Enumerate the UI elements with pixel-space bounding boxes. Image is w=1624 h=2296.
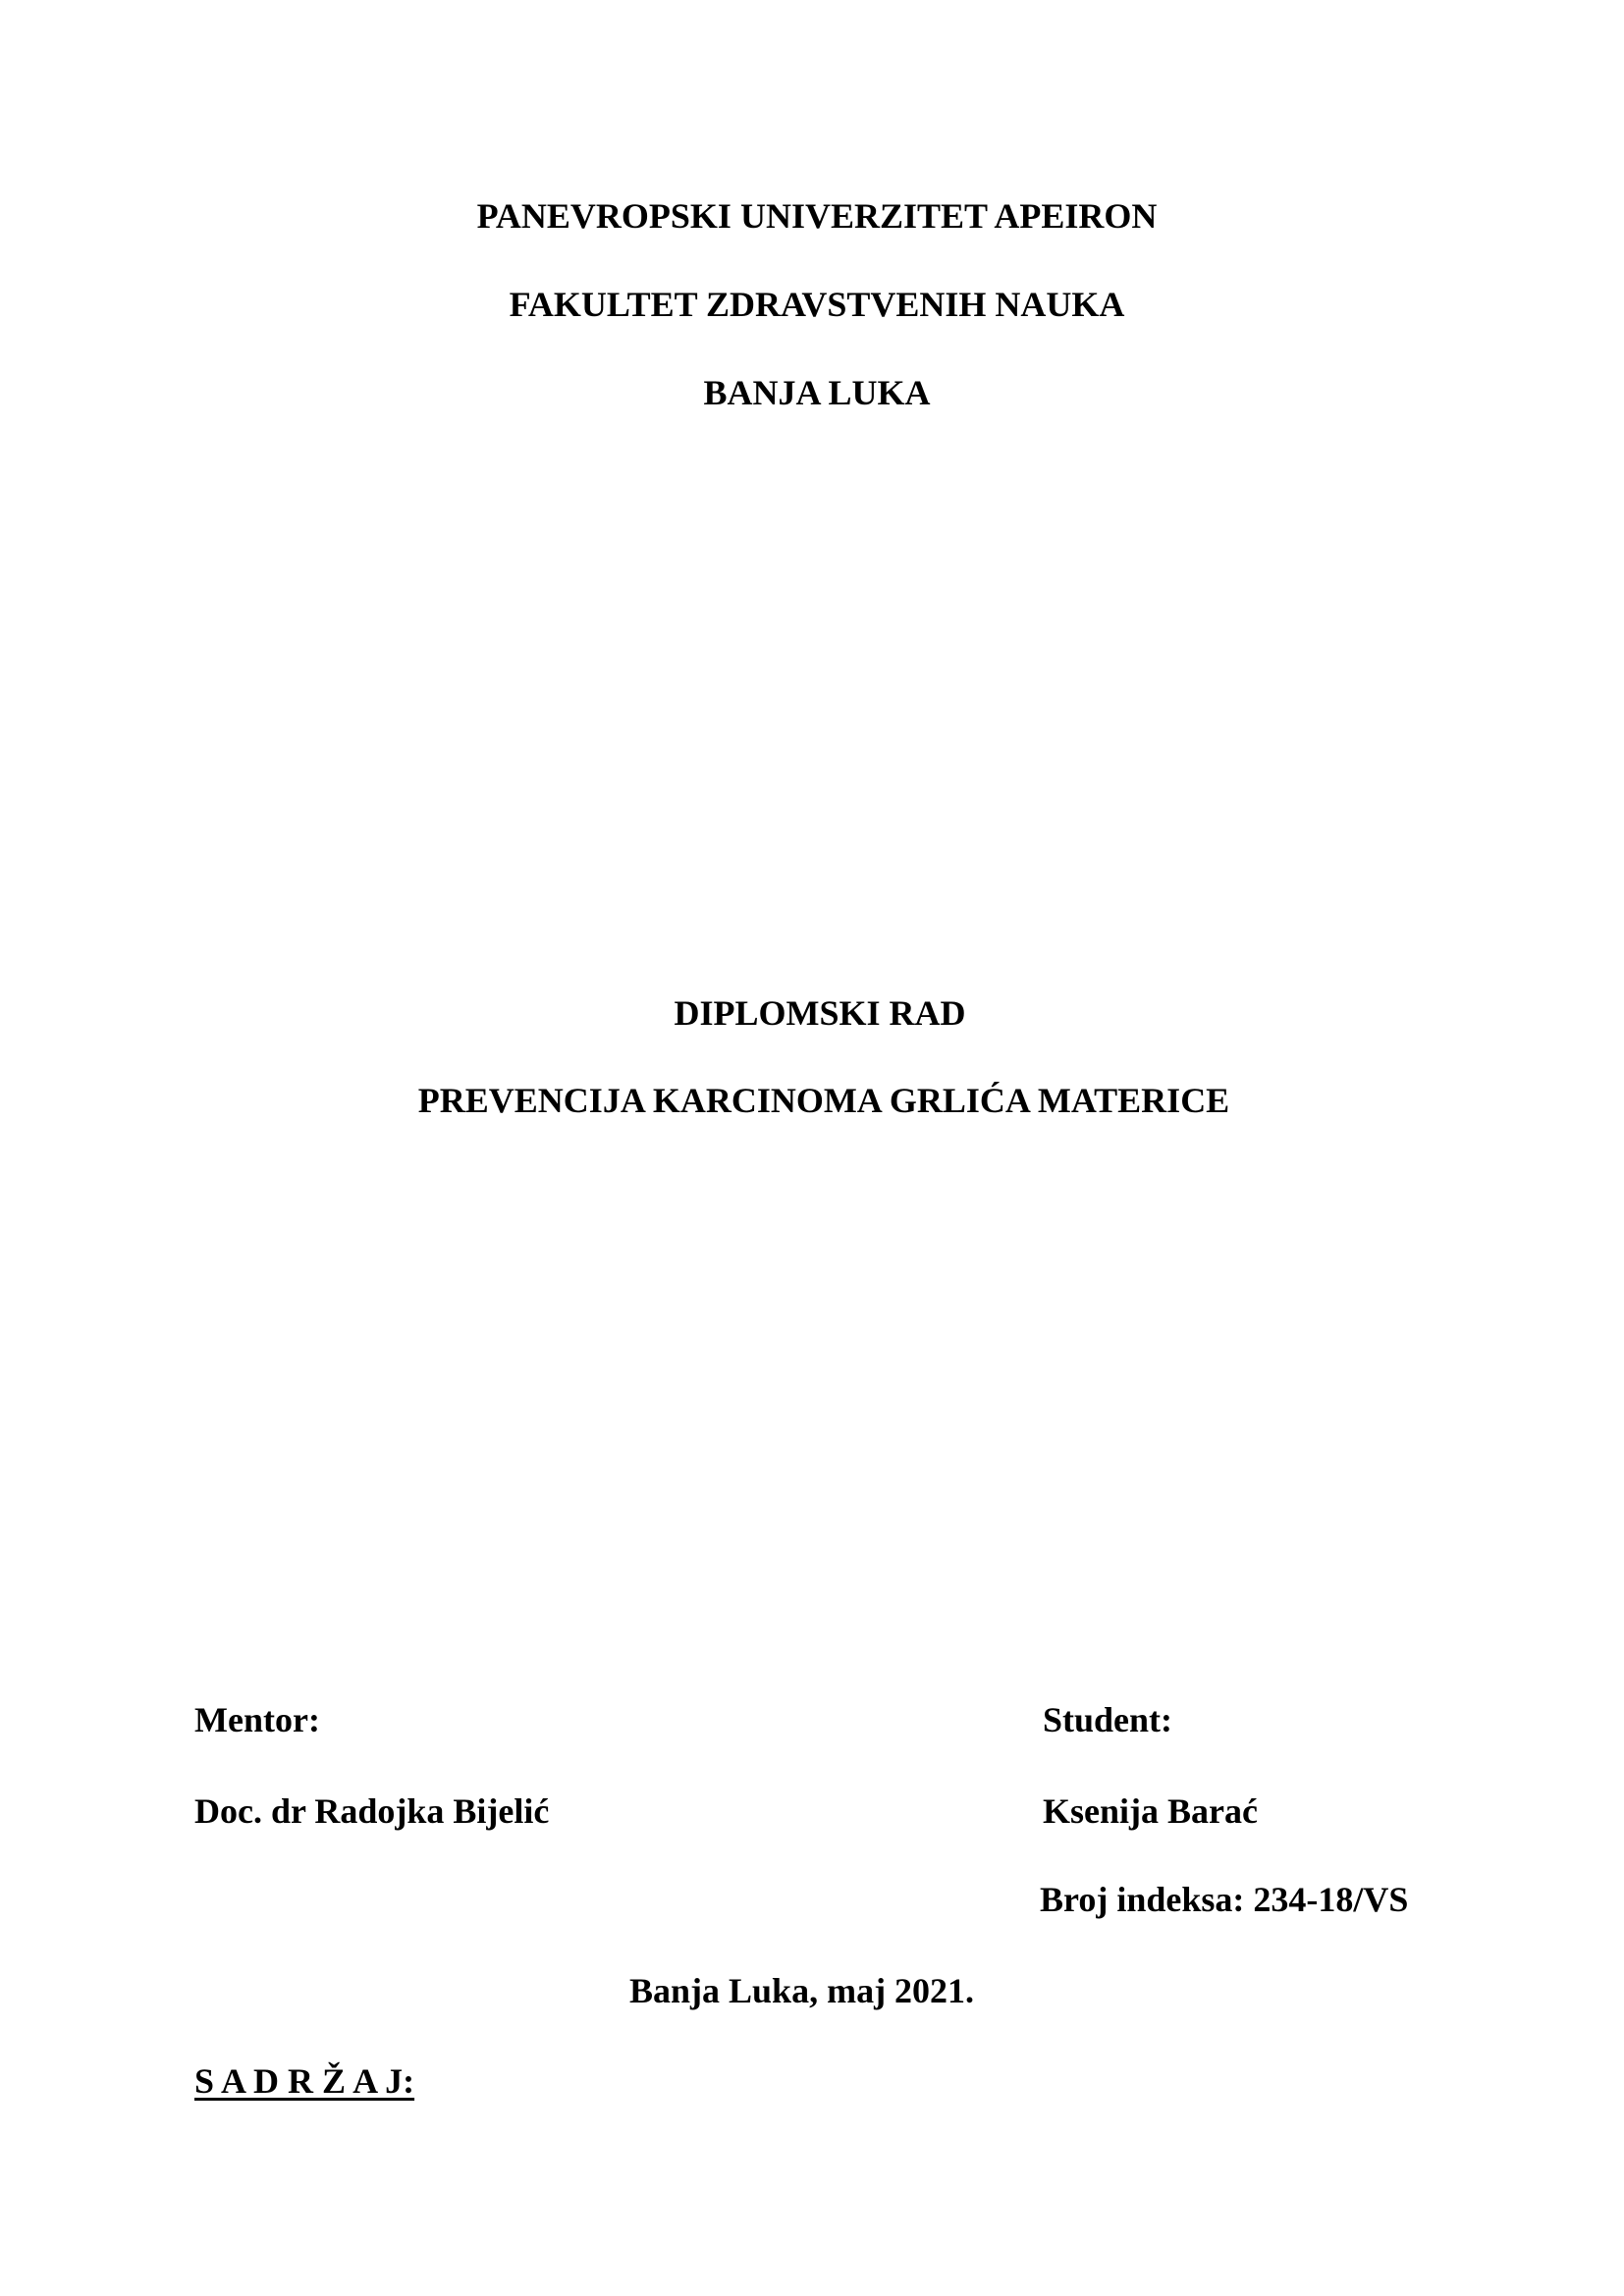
mentor-name: Doc. dr Radojka Bijelić xyxy=(194,1791,550,1831)
city-name: BANJA LUKA xyxy=(703,373,931,412)
faculty-name: FAKULTET ZDRAVSTVENIH NAUKA xyxy=(509,285,1125,324)
place-and-date: Banja Luka, maj 2021. xyxy=(629,1971,975,2010)
student-index-number: Broj indeksa: 234-18/VS xyxy=(1040,1880,1409,1919)
student-name: Ksenija Barać xyxy=(1043,1791,1258,1831)
table-of-contents-heading: S A D R Ž A J: xyxy=(194,2061,415,2101)
document-type: DIPLOMSKI RAD xyxy=(674,993,966,1033)
thesis-title: PREVENCIJA KARCINOMA GRLIĆA MATERICE xyxy=(417,1081,1230,1120)
university-name: PANEVROPSKI UNIVERZITET APEIRON xyxy=(476,196,1158,236)
student-label: Student: xyxy=(1043,1700,1173,1739)
mentor-label: Mentor: xyxy=(194,1700,320,1739)
